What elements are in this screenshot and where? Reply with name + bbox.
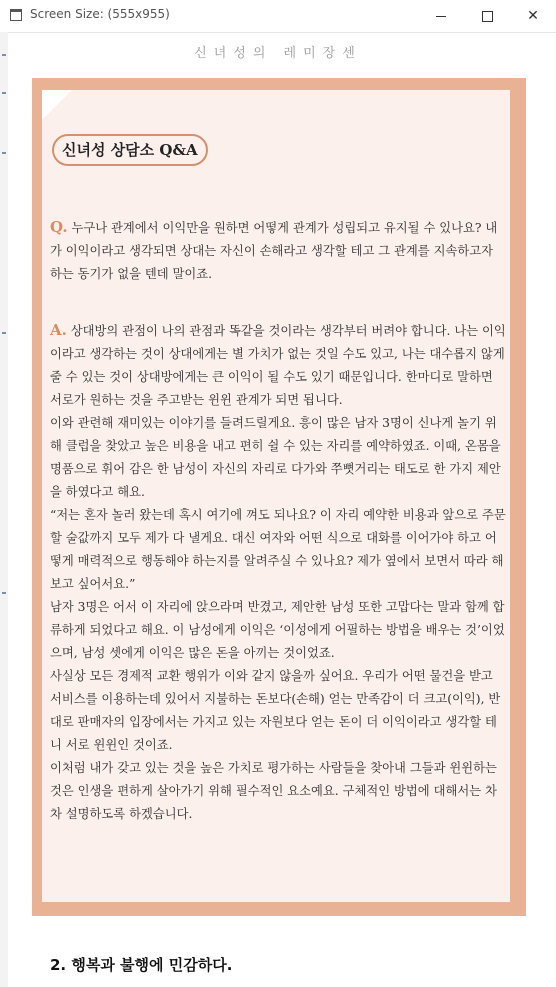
window-app-icon [10, 9, 22, 21]
folded-corner [42, 90, 72, 120]
question-block [50, 216, 508, 286]
close-button[interactable] [510, 0, 556, 32]
question-marker: Q. [50, 218, 68, 236]
minimize-button[interactable] [418, 0, 464, 32]
edge-mark [2, 92, 6, 94]
answer-text: 상대방의 관점이 나의 관점과 똑같을 것이라는 생각부터 버려야 합니다. 나는 이익이라고 생각하는 것이 상대에게는 별 가치가 없는 것일 수도 있고, 나는 대수롭지 않게 줄 수 있는 것이 상대방에게는 큰 이익이 될 수도 있기 때문입니다. 한마디로 말하면 서로가 원하는 것을 주고받는 윈윈 관계가 되면 됩니다. [50, 324, 506, 407]
window-titlebar [0, 0, 556, 33]
left-edge-strip [0, 32, 8, 987]
edge-mark [2, 592, 6, 594]
answer-paragraph: 남자 3명은 어서 이 자리에 앉으라며 반겼고, 제안한 남성 또한 고맙다는 말과 함께 합류하게 되었다고 해요. 이 남성에게 이익은 ‘이성에게 어필하는 방법을 배우는 것’이었으며, 남성 셋에게 이익은 많은 돈을 아끼는 것이었죠. [50, 600, 505, 660]
answer-paragraph: 사실상 모든 경제적 교환 행위가 이와 같지 않을까 싶어요. 우리가 어떤 물건을 받고 서비스를 이용하는데 있어서 지불하는 돈보다(손해) 얻는 만족감이 더 크고(이익), 반대로 판매자의 입장에서는 가지고 있는 자원보다 얻는 돈이 더 이익이라고 생각할 테니 서로 윈윈인 것이죠. [50, 669, 501, 752]
maximize-button[interactable] [464, 0, 510, 32]
qa-badge: 신녀성 상담소 Q&A [52, 134, 208, 166]
answer-paragraph: “저는 혼자 놀러 왔는데 혹시 여기에 껴도 되나요? 이 자리 예약한 비용과 앞으로 주문할 술값까지 모두 제가 다 낼게요. 대신 여자와 어떤 식으로 대화를 이어가야 하고 어떻게 매력적으로 행동해야 하는지를 알려주실 수 있나요? 제가 옆에서 보면서 따라 해보고 싶어서요.” [50, 508, 506, 591]
answer-paragraph: 이처럼 내가 갖고 있는 것을 높은 가치로 평가하는 사람들을 찾아내 그들과 윈윈하는 것은 인생을 편하게 살아가기 위해 필수적인 요소예요. 구체적인 방법에 대해서는 차차 설명하도록 하겠습니다. [50, 761, 497, 821]
edge-mark [2, 332, 6, 334]
question-text: 누구나 관계에서 이익만을 원하면 어떻게 관계가 성립되고 유지될 수 있나요? 내가 이익이라고 생각되면 상대는 자신이 손해라고 생각할 테고 그 관계를 지속하고자 하는 동기가 없을 텐데 말이죠. [50, 221, 498, 281]
book-title: 신녀성의 레미장센 [194, 46, 362, 61]
window-title: Screen Size: (555x955) [30, 7, 170, 21]
answer-marker: A. [50, 321, 67, 339]
close-icon: ✕ [527, 8, 539, 24]
answer-paragraph: 이와 관련해 재미있는 이야기를 들려드릴게요. 흥이 많은 남자 3명이 신나게 놀기 위해 클럽을 찾았고 높은 비용을 내고 편히 쉴 수 있는 자리를 예약하였죠. 이때, 온몸을 명품으로 휘어 감은 한 남성이 자신의 자리로 다가와 쭈뼛거리는 태도로 한 가지 제안을 하였다고 해요. [50, 416, 501, 499]
answer-paragraph [50, 319, 508, 412]
minimize-icon [436, 16, 446, 17]
edge-mark [2, 152, 6, 154]
answer-block [50, 319, 508, 826]
maximize-icon [482, 11, 493, 22]
section-heading: 2. 행복과 불행에 민감하다. [50, 956, 233, 974]
